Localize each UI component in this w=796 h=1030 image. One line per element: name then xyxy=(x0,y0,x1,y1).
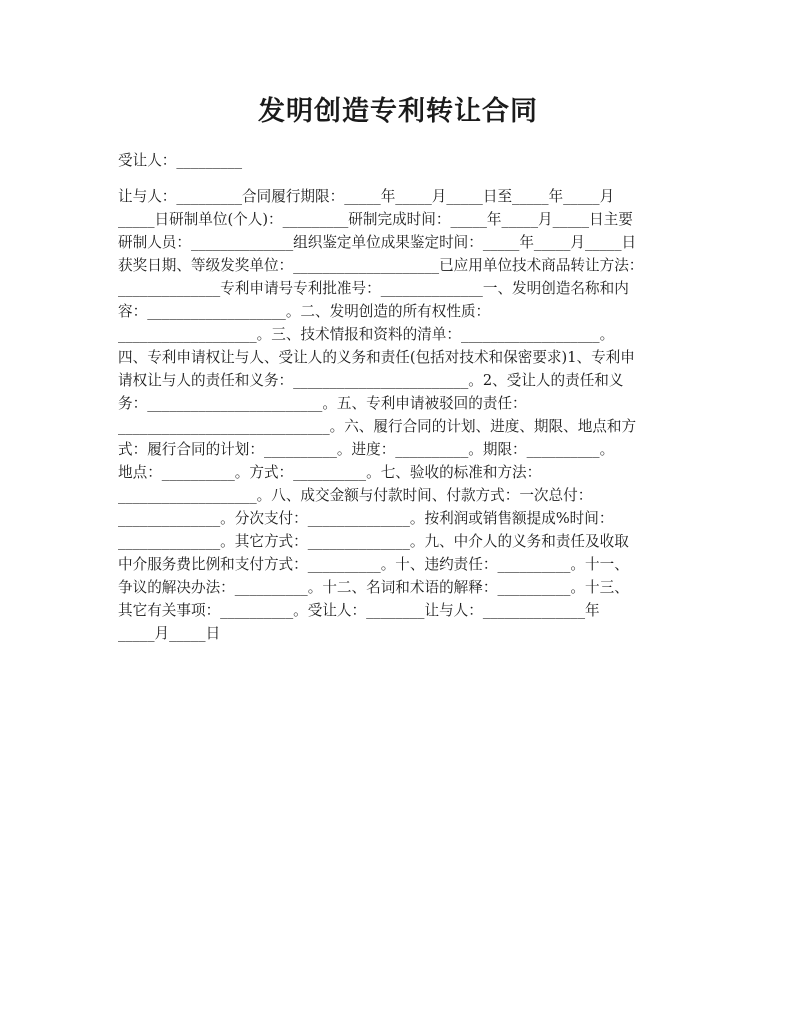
text-line: _____________________________。六、履行合同的计划、进度、期限、地点和方 xyxy=(118,418,637,435)
text-line: 请权让与人的责任和义务：________________________。2、受让人的责任和义 xyxy=(118,372,624,389)
text-line: ______________。其它方式：______________。九、中介人的义务和责任及收取 xyxy=(118,533,629,550)
text-line: 四、专利申请权让与人、受让人的义务和责任(包括对技术和保密要求)1、专利申 xyxy=(118,349,635,366)
text-line: 地点：__________。方式：__________。七、验收的标准和方法： xyxy=(118,464,542,481)
text-line: 研制人员：______________组织鉴定单位成果鉴定时间：_____年_____月_____日 xyxy=(118,234,637,251)
text-line: ______________。分次支付：______________。按利润或销售额提成%时间： xyxy=(118,510,614,527)
document-title: 发明创造专利转让合同 xyxy=(258,96,538,127)
text-line: _____日研制单位(个人)：_________研制完成时间：_____年_____月_____日主要 xyxy=(118,211,633,228)
text-line: 争议的解决办法：__________。十二、名词和术语的解释：__________。十三、 xyxy=(118,579,629,596)
date-line: _____月_____日 xyxy=(118,625,221,642)
text-line: 其它有关事项：__________。受让人：________让与人：______________年 xyxy=(118,602,600,619)
text-line: 容：___________________。二、发明创造的所有权性质： xyxy=(118,303,491,320)
assignee-line: 受让人：_________ xyxy=(118,152,243,169)
text-line: 获奖日期、等级发奖单位：____________________已应用单位技术商品转让方法： xyxy=(118,257,644,274)
text-line: 让与人：_________合同履行期限：_____年_____月_____日至_____年_____月 xyxy=(118,188,615,205)
text-line: 中介服务费比例和支付方式：__________。十、违约责任：__________。十一、 xyxy=(118,556,629,573)
text-line: ___________________。三、技术情报和资料的清单：___________________。 xyxy=(118,326,615,343)
text-line: 务：________________________。五、专利申请被驳回的责任： xyxy=(118,395,527,412)
text-line: ______________专利申请号专利批准号：______________一、发明创造名称和内 xyxy=(118,280,629,297)
text-line: 式：履行合同的计划：__________。进度：__________。期限：__________。 xyxy=(118,441,615,458)
text-line: ___________________。八、成交金额与付款时间、付款方式：一次总付： xyxy=(118,487,593,504)
